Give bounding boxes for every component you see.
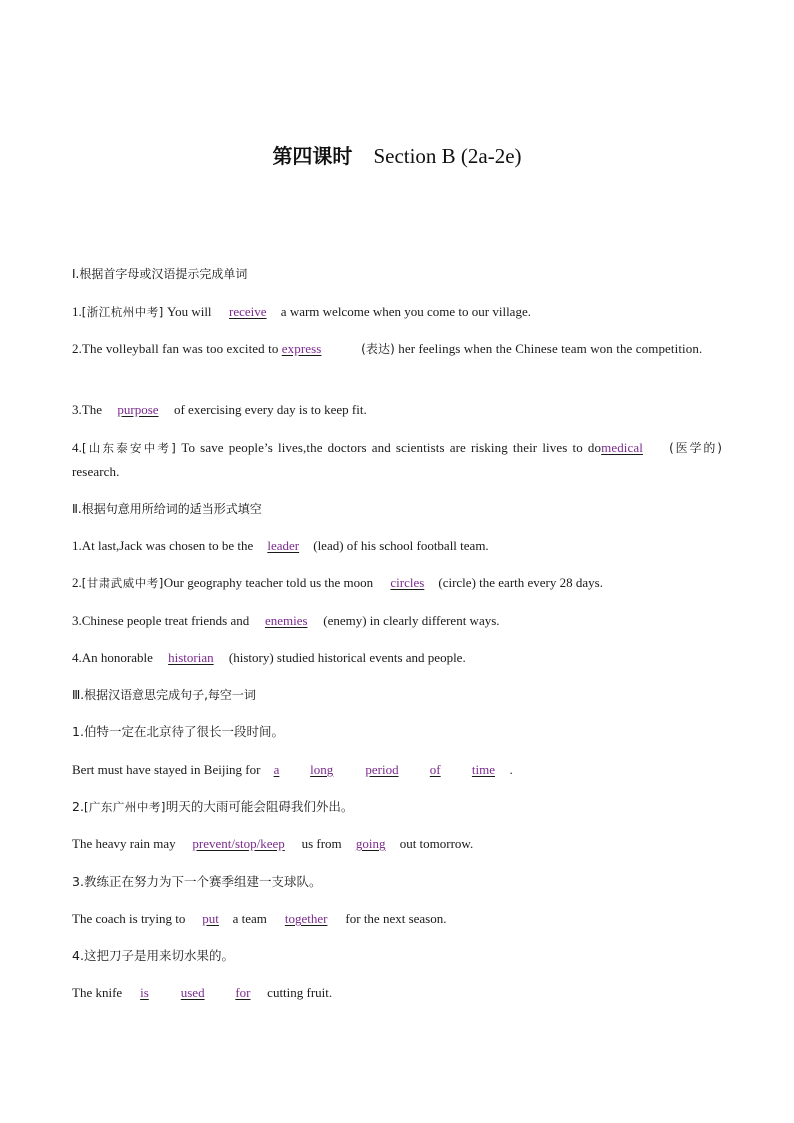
page-title: [0, 140, 794, 169]
s3-q4-answer-3: for: [235, 985, 251, 1000]
title-en: Section B (2a-2e): [373, 144, 522, 168]
s3-q4-en: The knife is used for cutting fruit.: [72, 981, 722, 1005]
section-3-heading: Ⅲ.根据汉语意思完成句子,每空一词: [72, 688, 256, 702]
title-cn: 第四课时: [272, 144, 353, 168]
s3-q1-answer-2: long: [310, 762, 334, 777]
s2-q3-answer: enemies: [264, 613, 308, 628]
s1-q2-hint: (表达): [361, 342, 395, 356]
s3-q1-answer-4: of: [429, 762, 441, 777]
s2-q1-answer: leader: [267, 538, 300, 553]
s1-q1-source: [浙江杭州中考]: [81, 305, 164, 319]
section-2-heading: Ⅱ.根据句意用所给词的适当形式填空: [72, 502, 262, 516]
s3-q1-answer-1: a: [273, 762, 280, 777]
s3-q2-answer-1: prevent/stop/keep: [192, 836, 285, 851]
s1-q4-source: [山东泰安中考]: [81, 441, 177, 455]
s2-q1: 1.At last,Jack was chosen to be the leader (lead) of his school football team.: [72, 534, 722, 558]
s3-q3-answer-2: together: [284, 911, 328, 926]
s3-q4-cn: 4.这把刀子是用来切水果的。: [72, 948, 234, 963]
s2-q2: 2.[甘肃武威中考]Our geography teacher told us the moon circles (circle) the earth every 28 days.: [72, 571, 722, 595]
s1-q2-answer: express: [281, 341, 322, 356]
section-1-heading: Ⅰ.根据首字母或汉语提示完成单词: [72, 267, 248, 281]
s1-q4-answer: medical: [601, 440, 643, 455]
s3-q1-answer-3: period: [365, 762, 399, 777]
s3-q1-cn: 1.伯特一定在北京待了很长一段时间。: [72, 724, 284, 739]
s1-q2: 2.The volleyball fan was too excited to express (表达) her feelings when the Chinese team won the competition.: [72, 337, 722, 361]
s3-q3-cn: 3.教练正在努力为下一个赛季组建一支球队。: [72, 874, 322, 889]
s3-q4-answer-2: used: [180, 985, 205, 1000]
s2-q2-answer: circles: [390, 575, 425, 590]
s3-q4-answer-1: is: [140, 985, 149, 1000]
s3-q2-source: [广东广州中考]: [83, 800, 166, 814]
s3-q2-answer-2: going: [355, 836, 386, 851]
s3-q3-en: The coach is trying to put a team together for the next season.: [72, 907, 722, 931]
s3-q1-answer-5: time: [471, 762, 496, 777]
s1-q3: 3.The purpose of exercising every day is to keep fit.: [72, 398, 722, 422]
s3-q2-cn: 2.[广东广州中考]明天的大雨可能会阻碍我们外出。: [72, 799, 354, 814]
s1-q1: 1.[浙江杭州中考] You will receive a warm welcome when you come to our village.: [72, 300, 722, 324]
s1-q1-answer: receive: [229, 304, 267, 319]
s1-q4-hint: (医学的): [669, 441, 722, 455]
s2-q2-source: [甘肃武威中考]: [81, 576, 164, 590]
s2-q4-answer: historian: [168, 650, 214, 665]
s3-q1-en: Bert must have stayed in Beijing for a long period of time .: [72, 758, 722, 782]
s3-q2-en: The heavy rain may prevent/stop/keep us from going out tomorrow.: [72, 832, 722, 856]
s2-q4: 4.An honorable historian (history) studied historical events and people.: [72, 646, 722, 670]
s1-q3-answer: purpose: [117, 402, 159, 417]
s3-q3-answer-1: put: [202, 911, 219, 926]
s1-q4: 4.[山东泰安中考] To save people’s lives,the doctors and scientists are risking their lives to domedical (医学的) research.: [72, 436, 722, 484]
s2-q3: 3.Chinese people treat friends and enemies (enemy) in clearly different ways.: [72, 609, 722, 633]
